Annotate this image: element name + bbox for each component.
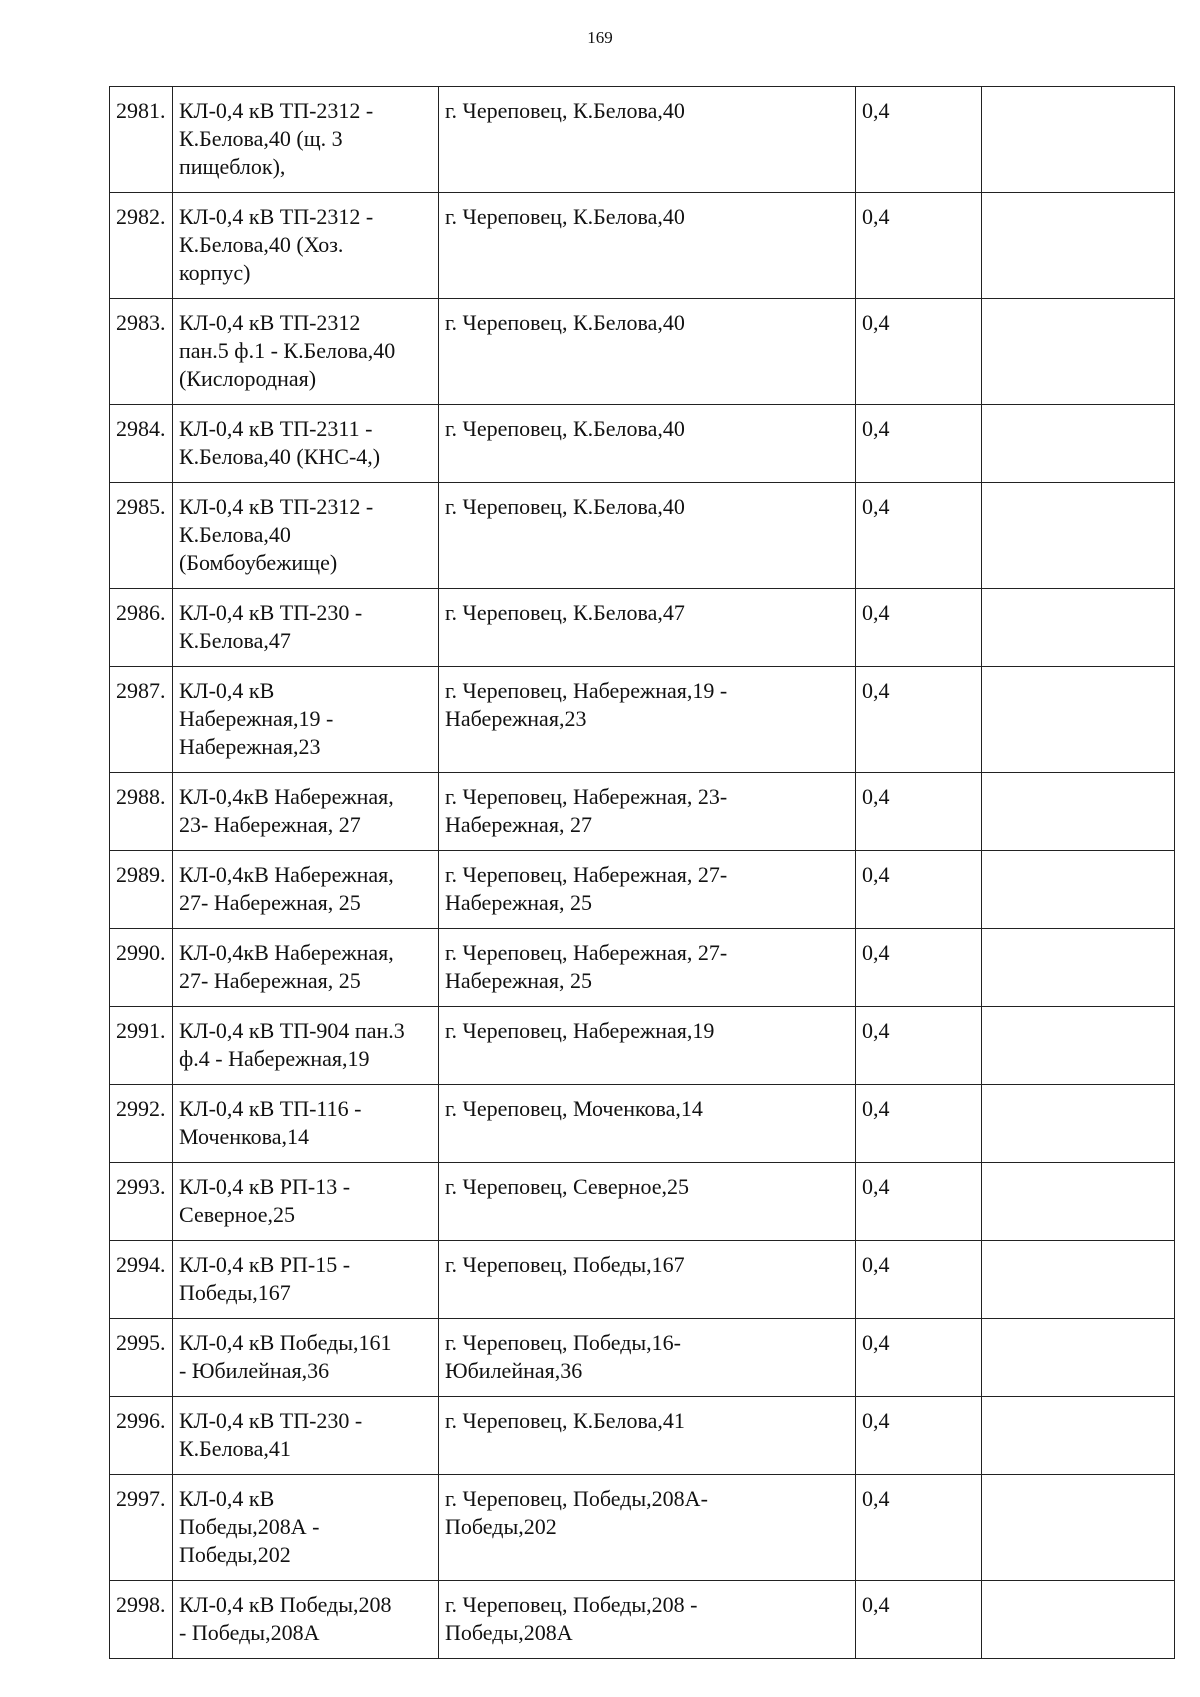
address-cell: г. Череповец, К.Белова,40 bbox=[439, 483, 856, 589]
voltage-cell: 0,4 bbox=[856, 1475, 982, 1581]
row-number-cell: 2997. bbox=[110, 1475, 173, 1581]
address-cell: г. Череповец, Победы,167 bbox=[439, 1241, 856, 1319]
line-name-cell: КЛ-0,4 кВ Победы,208 - Победы,208А bbox=[173, 1581, 439, 1659]
voltage-cell: 0,4 bbox=[856, 851, 982, 929]
table-row bbox=[110, 1163, 1175, 1241]
voltage-cell: 0,4 bbox=[856, 773, 982, 851]
line-name-cell: КЛ-0,4 кВ ТП-2312 - К.Белова,40 (Бомбоубежище) bbox=[173, 483, 439, 589]
address-cell: г. Череповец, Победы,208 - Победы,208А bbox=[439, 1581, 856, 1659]
line-name-cell: КЛ-0,4 кВ Победы,208А - Победы,202 bbox=[173, 1475, 439, 1581]
voltage-cell: 0,4 bbox=[856, 483, 982, 589]
table-row bbox=[110, 667, 1175, 773]
voltage-cell: 0,4 bbox=[856, 405, 982, 483]
voltage-cell: 0,4 bbox=[856, 929, 982, 1007]
line-name-cell: КЛ-0,4кВ Набережная, 27- Набережная, 25 bbox=[173, 929, 439, 1007]
empty-cell bbox=[982, 87, 1175, 193]
row-number-cell: 2994. bbox=[110, 1241, 173, 1319]
voltage-cell: 0,4 bbox=[856, 667, 982, 773]
voltage-cell: 0,4 bbox=[856, 193, 982, 299]
line-name-cell: КЛ-0,4 кВ Победы,161 - Юбилейная,36 bbox=[173, 1319, 439, 1397]
row-number-cell: 2998. bbox=[110, 1581, 173, 1659]
line-name-cell: КЛ-0,4кВ Набережная, 27- Набережная, 25 bbox=[173, 851, 439, 929]
address-cell: г. Череповец, К.Белова,40 bbox=[439, 87, 856, 193]
empty-cell bbox=[982, 1085, 1175, 1163]
line-name-cell: КЛ-0,4 кВ ТП-2312 пан.5 ф.1 - К.Белова,40 (Кислородная) bbox=[173, 299, 439, 405]
row-number-cell: 2992. bbox=[110, 1085, 173, 1163]
row-number-cell: 2993. bbox=[110, 1163, 173, 1241]
line-name-cell: КЛ-0,4 кВ ТП-904 пан.3 ф.4 - Набережная,19 bbox=[173, 1007, 439, 1085]
row-number-cell: 2985. bbox=[110, 483, 173, 589]
address-cell: г. Череповец, Победы,208А- Победы,202 bbox=[439, 1475, 856, 1581]
table-row bbox=[110, 405, 1175, 483]
table-row bbox=[110, 1007, 1175, 1085]
row-number-cell: 2996. bbox=[110, 1397, 173, 1475]
voltage-cell: 0,4 bbox=[856, 1241, 982, 1319]
voltage-cell: 0,4 bbox=[856, 1007, 982, 1085]
cable-line-table bbox=[109, 86, 1175, 1659]
table-row bbox=[110, 1475, 1175, 1581]
empty-cell bbox=[982, 483, 1175, 589]
row-number-cell: 2991. bbox=[110, 1007, 173, 1085]
line-name-cell: КЛ-0,4 кВ ТП-230 - К.Белова,47 bbox=[173, 589, 439, 667]
line-name-cell: КЛ-0,4кВ Набережная, 23- Набережная, 27 bbox=[173, 773, 439, 851]
row-number-cell: 2989. bbox=[110, 851, 173, 929]
voltage-cell: 0,4 bbox=[856, 87, 982, 193]
line-name-cell: КЛ-0,4 кВ ТП-2312 - К.Белова,40 (Хоз. корпус) bbox=[173, 193, 439, 299]
table-row bbox=[110, 1397, 1175, 1475]
empty-cell bbox=[982, 405, 1175, 483]
empty-cell bbox=[982, 1397, 1175, 1475]
address-cell: г. Череповец, К.Белова,41 bbox=[439, 1397, 856, 1475]
address-cell: г. Череповец, Набережная,19 bbox=[439, 1007, 856, 1085]
empty-cell bbox=[982, 1475, 1175, 1581]
empty-cell bbox=[982, 1319, 1175, 1397]
voltage-cell: 0,4 bbox=[856, 1397, 982, 1475]
line-name-cell: КЛ-0,4 кВ РП-13 - Северное,25 bbox=[173, 1163, 439, 1241]
row-number-cell: 2988. bbox=[110, 773, 173, 851]
voltage-cell: 0,4 bbox=[856, 299, 982, 405]
empty-cell bbox=[982, 1007, 1175, 1085]
empty-cell bbox=[982, 193, 1175, 299]
table-row bbox=[110, 193, 1175, 299]
line-name-cell: КЛ-0,4 кВ РП-15 - Победы,167 bbox=[173, 1241, 439, 1319]
address-cell: г. Череповец, Северное,25 bbox=[439, 1163, 856, 1241]
line-name-cell: КЛ-0,4 кВ ТП-116 - Моченкова,14 bbox=[173, 1085, 439, 1163]
address-cell: г. Череповец, Набережная, 23- Набережная, 27 bbox=[439, 773, 856, 851]
table-row bbox=[110, 1085, 1175, 1163]
empty-cell bbox=[982, 299, 1175, 405]
row-number-cell: 2982. bbox=[110, 193, 173, 299]
empty-cell bbox=[982, 1241, 1175, 1319]
empty-cell bbox=[982, 929, 1175, 1007]
table-row bbox=[110, 1319, 1175, 1397]
empty-cell bbox=[982, 1163, 1175, 1241]
table-row bbox=[110, 483, 1175, 589]
line-name-cell: КЛ-0,4 кВ ТП-2311 - К.Белова,40 (КНС-4,) bbox=[173, 405, 439, 483]
address-cell: г. Череповец, К.Белова,47 bbox=[439, 589, 856, 667]
table-row bbox=[110, 1581, 1175, 1659]
row-number-cell: 2995. bbox=[110, 1319, 173, 1397]
table-row bbox=[110, 929, 1175, 1007]
table-row bbox=[110, 851, 1175, 929]
address-cell: г. Череповец, К.Белова,40 bbox=[439, 299, 856, 405]
table-row bbox=[110, 1241, 1175, 1319]
empty-cell bbox=[982, 667, 1175, 773]
table-row bbox=[110, 773, 1175, 851]
line-name-cell: КЛ-0,4 кВ ТП-2312 - К.Белова,40 (щ. 3 пищеблок), bbox=[173, 87, 439, 193]
address-cell: г. Череповец, К.Белова,40 bbox=[439, 193, 856, 299]
address-cell: г. Череповец, Набережная, 27- Набережная, 25 bbox=[439, 851, 856, 929]
row-number-cell: 2990. bbox=[110, 929, 173, 1007]
voltage-cell: 0,4 bbox=[856, 1581, 982, 1659]
table-row bbox=[110, 299, 1175, 405]
line-name-cell: КЛ-0,4 кВ ТП-230 - К.Белова,41 bbox=[173, 1397, 439, 1475]
voltage-cell: 0,4 bbox=[856, 1085, 982, 1163]
voltage-cell: 0,4 bbox=[856, 589, 982, 667]
row-number-cell: 2983. bbox=[110, 299, 173, 405]
line-name-cell: КЛ-0,4 кВ Набережная,19 - Набережная,23 bbox=[173, 667, 439, 773]
voltage-cell: 0,4 bbox=[856, 1163, 982, 1241]
empty-cell bbox=[982, 851, 1175, 929]
address-cell: г. Череповец, Набережная, 27- Набережная, 25 bbox=[439, 929, 856, 1007]
row-number-cell: 2986. bbox=[110, 589, 173, 667]
address-cell: г. Череповец, Победы,16- Юбилейная,36 bbox=[439, 1319, 856, 1397]
row-number-cell: 2981. bbox=[110, 87, 173, 193]
page-number: 169 bbox=[587, 28, 613, 47]
empty-cell bbox=[982, 773, 1175, 851]
table-row bbox=[110, 87, 1175, 193]
voltage-cell: 0,4 bbox=[856, 1319, 982, 1397]
table-row bbox=[110, 589, 1175, 667]
table-body bbox=[110, 87, 1175, 1659]
address-cell: г. Череповец, Моченкова,14 bbox=[439, 1085, 856, 1163]
empty-cell bbox=[982, 1581, 1175, 1659]
row-number-cell: 2987. bbox=[110, 667, 173, 773]
address-cell: г. Череповец, К.Белова,40 bbox=[439, 405, 856, 483]
address-cell: г. Череповец, Набережная,19 - Набережная,23 bbox=[439, 667, 856, 773]
row-number-cell: 2984. bbox=[110, 405, 173, 483]
empty-cell bbox=[982, 589, 1175, 667]
